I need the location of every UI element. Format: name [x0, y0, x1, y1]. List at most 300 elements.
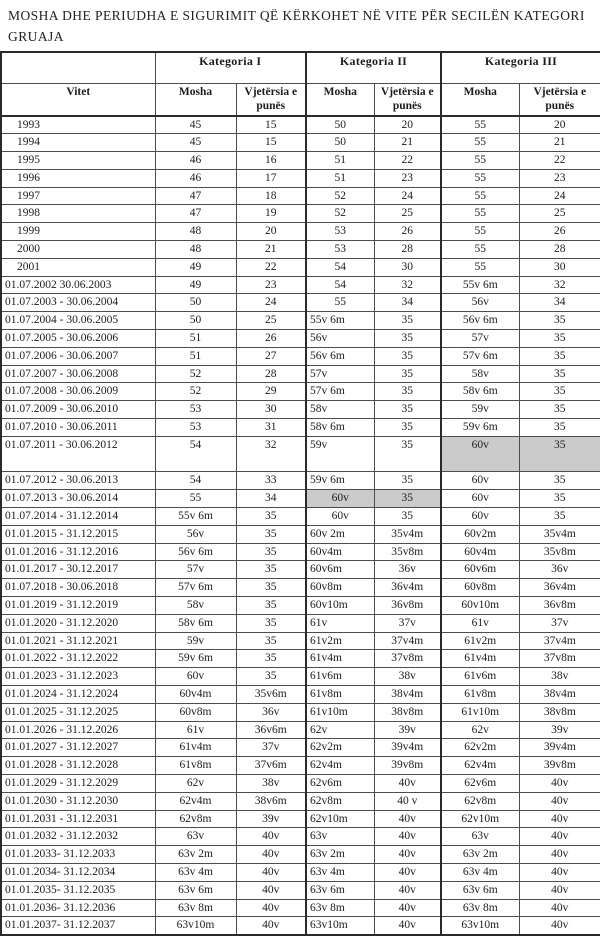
value-cell: 55v 6m — [306, 312, 374, 330]
value-cell: 53 — [155, 401, 236, 419]
value-cell: 40v — [236, 917, 306, 935]
row-label: 01.07.2006 - 30.06.2007 — [1, 347, 155, 365]
value-cell: 63v 8m — [155, 899, 236, 917]
value-cell: 61v8m — [441, 686, 519, 704]
value-cell: 60v10m — [306, 597, 374, 615]
value-cell: 37v — [519, 614, 600, 632]
value-cell: 62v4m — [155, 792, 236, 810]
value-cell: 50 — [306, 134, 374, 152]
value-cell: 35v4m — [374, 525, 441, 543]
value-cell: 35 — [374, 347, 441, 365]
value-cell: 35 — [374, 383, 441, 401]
value-cell: 61v2m — [306, 632, 374, 650]
value-cell: 35 — [374, 419, 441, 437]
row-label: 1995 — [1, 152, 155, 170]
value-cell: 25 — [236, 312, 306, 330]
value-cell: 20 — [374, 116, 441, 134]
value-cell: 35v8m — [519, 543, 600, 561]
value-cell: 35 — [236, 614, 306, 632]
value-cell: 61v8m — [306, 686, 374, 704]
value-cell: 35 — [519, 490, 600, 508]
value-cell: 63v10m — [155, 917, 236, 935]
value-cell: 35 — [374, 436, 441, 472]
value-cell: 56v — [155, 525, 236, 543]
value-cell: 50 — [155, 294, 236, 312]
value-cell: 61v — [306, 614, 374, 632]
value-cell: 63v 6m — [155, 881, 236, 899]
row-label: 01.07.2007 - 30.06.2008 — [1, 365, 155, 383]
value-cell: 53 — [306, 223, 374, 241]
table-row — [1, 757, 600, 775]
value-cell: 35 — [374, 312, 441, 330]
value-cell: 61v4m — [441, 650, 519, 668]
table-row — [1, 152, 600, 170]
value-cell: 60v — [441, 436, 519, 472]
table-row — [1, 881, 600, 899]
value-cell: 60v — [441, 490, 519, 508]
value-cell: 35v4m — [519, 525, 600, 543]
value-cell: 40v — [236, 828, 306, 846]
category-header-row — [1, 52, 600, 83]
value-cell: 63v — [306, 828, 374, 846]
value-cell: 55v 6m — [441, 276, 519, 294]
value-cell: 62v4m — [441, 757, 519, 775]
value-cell: 50 — [155, 312, 236, 330]
value-cell: 40 v — [374, 792, 441, 810]
row-label: 1998 — [1, 205, 155, 223]
table-row — [1, 721, 600, 739]
row-label: 01.07.2011 - 30.06.2012 — [1, 436, 155, 472]
subheader-row — [1, 83, 600, 116]
value-cell: 62v2m — [441, 739, 519, 757]
row-label: 01.01.2023 - 31.12.2023 — [1, 668, 155, 686]
table-row — [1, 543, 600, 561]
value-cell: 60v — [441, 472, 519, 490]
value-cell: 35 — [236, 632, 306, 650]
row-label: 01.01.2015 - 31.12.2015 — [1, 525, 155, 543]
value-cell: 63v — [155, 828, 236, 846]
value-cell: 62v6m — [306, 774, 374, 792]
value-cell: 61v6m — [441, 668, 519, 686]
value-cell: 61v2m — [441, 632, 519, 650]
value-cell: 60v6m — [441, 561, 519, 579]
value-cell: 28 — [236, 365, 306, 383]
value-cell: 60v4m — [441, 543, 519, 561]
table-row — [1, 597, 600, 615]
value-cell: 63v 4m — [306, 863, 374, 881]
value-cell: 34 — [236, 490, 306, 508]
value-cell: 60v4m — [306, 543, 374, 561]
value-cell: 61v4m — [306, 650, 374, 668]
value-cell: 60v6m — [306, 561, 374, 579]
row-label: 2001 — [1, 258, 155, 276]
row-label: 1999 — [1, 223, 155, 241]
value-cell: 24 — [236, 294, 306, 312]
value-cell: 62v8m — [441, 792, 519, 810]
value-cell: 56v — [306, 330, 374, 348]
value-cell: 56v 6m — [441, 312, 519, 330]
value-cell: 35 — [519, 472, 600, 490]
table-row — [1, 561, 600, 579]
value-cell: 52 — [306, 187, 374, 205]
row-label: 01.01.2016 - 31.12.2016 — [1, 543, 155, 561]
value-cell: 61v10m — [441, 703, 519, 721]
value-cell: 35 — [519, 365, 600, 383]
category-3-header: Kategoria III — [441, 52, 600, 83]
value-cell: 54 — [306, 276, 374, 294]
value-cell: 35 — [519, 347, 600, 365]
value-cell: 40v — [374, 810, 441, 828]
value-cell: 35v8m — [374, 543, 441, 561]
value-cell: 15 — [236, 134, 306, 152]
value-cell: 51 — [155, 330, 236, 348]
value-cell: 37v8m — [519, 650, 600, 668]
value-cell: 35 — [236, 508, 306, 526]
table-row — [1, 347, 600, 365]
value-cell: 40v — [374, 828, 441, 846]
row-label: 01.07.2018 - 30.06.2018 — [1, 579, 155, 597]
value-cell: 37v4m — [519, 632, 600, 650]
value-cell: 47 — [155, 205, 236, 223]
value-cell: 36v8m — [374, 597, 441, 615]
value-cell: 58v 6m — [306, 419, 374, 437]
value-cell: 56v — [441, 294, 519, 312]
value-cell: 55 — [441, 223, 519, 241]
value-cell: 59v 6m — [306, 472, 374, 490]
row-label: 1994 — [1, 134, 155, 152]
value-cell: 37v8m — [374, 650, 441, 668]
table-row — [1, 205, 600, 223]
value-cell: 35 — [374, 490, 441, 508]
value-cell: 35 — [374, 401, 441, 419]
value-cell: 55 — [155, 490, 236, 508]
value-cell: 63v 6m — [306, 881, 374, 899]
row-label: 1997 — [1, 187, 155, 205]
value-cell: 57v — [155, 561, 236, 579]
value-cell: 35 — [519, 419, 600, 437]
value-cell: 35 — [374, 330, 441, 348]
mosha-header-cat1: Mosha — [155, 83, 236, 116]
row-label: 01.01.2036- 31.12.2036 — [1, 899, 155, 917]
value-cell: 62v8m — [306, 792, 374, 810]
value-cell: 49 — [155, 276, 236, 294]
value-cell: 57v — [306, 365, 374, 383]
value-cell: 36v8m — [519, 597, 600, 615]
value-cell: 48 — [155, 241, 236, 259]
row-label: 01.07.2008 - 30.06.2009 — [1, 383, 155, 401]
value-cell: 39v — [236, 810, 306, 828]
value-cell: 63v10m — [441, 917, 519, 935]
value-cell: 35 — [519, 508, 600, 526]
empty-corner-cell — [1, 52, 155, 83]
value-cell: 62v — [155, 774, 236, 792]
row-label: 01.01.2027 - 31.12.2027 — [1, 739, 155, 757]
value-cell: 59v — [441, 401, 519, 419]
value-cell: 35v6m — [236, 686, 306, 704]
value-cell: 38v — [236, 774, 306, 792]
value-cell: 57v 6m — [441, 347, 519, 365]
value-cell: 23 — [236, 276, 306, 294]
value-cell: 61v4m — [155, 739, 236, 757]
table-row — [1, 330, 600, 348]
table-row — [1, 419, 600, 437]
value-cell: 17 — [236, 169, 306, 187]
value-cell: 40v — [374, 846, 441, 864]
value-cell: 46 — [155, 152, 236, 170]
value-cell: 54 — [155, 436, 236, 472]
value-cell: 55 — [441, 116, 519, 134]
value-cell: 60v — [441, 508, 519, 526]
value-cell: 50 — [306, 116, 374, 134]
value-cell: 23 — [374, 169, 441, 187]
table-row — [1, 846, 600, 864]
value-cell: 35 — [374, 508, 441, 526]
table-row — [1, 828, 600, 846]
table-row — [1, 187, 600, 205]
value-cell: 62v — [306, 721, 374, 739]
value-cell: 16 — [236, 152, 306, 170]
row-label: 01.01.2035- 31.12.2035 — [1, 881, 155, 899]
row-label: 01.07.2012 - 30.06.2013 — [1, 472, 155, 490]
table-row — [1, 810, 600, 828]
value-cell: 60v8m — [155, 703, 236, 721]
value-cell: 63v 4m — [155, 863, 236, 881]
value-cell: 60v2m — [441, 525, 519, 543]
value-cell: 39v — [519, 721, 600, 739]
value-cell: 53 — [306, 241, 374, 259]
row-label: 01.01.2032 - 31.12.2032 — [1, 828, 155, 846]
row-label: 01.01.2033- 31.12.2033 — [1, 846, 155, 864]
table-row — [1, 472, 600, 490]
value-cell: 59v 6m — [155, 650, 236, 668]
value-cell: 46 — [155, 169, 236, 187]
table-row — [1, 686, 600, 704]
value-cell: 58v — [306, 401, 374, 419]
value-cell: 59v 6m — [441, 419, 519, 437]
row-label: 01.01.2025 - 31.12.2025 — [1, 703, 155, 721]
value-cell: 36v4m — [519, 579, 600, 597]
value-cell: 61v — [441, 614, 519, 632]
value-cell: 58v 6m — [155, 614, 236, 632]
value-cell: 55 — [306, 294, 374, 312]
value-cell: 63v 2m — [441, 846, 519, 864]
table-row — [1, 383, 600, 401]
row-label: 01.01.2034- 31.12.2034 — [1, 863, 155, 881]
value-cell: 25 — [374, 205, 441, 223]
value-cell: 63v 2m — [155, 846, 236, 864]
value-cell: 59v — [306, 436, 374, 472]
value-cell: 62v8m — [155, 810, 236, 828]
value-cell: 21 — [374, 134, 441, 152]
value-cell: 58v — [155, 597, 236, 615]
value-cell: 19 — [236, 205, 306, 223]
value-cell: 39v4m — [374, 739, 441, 757]
value-cell: 40v — [374, 881, 441, 899]
row-label: 01.01.2030 - 31.12.2030 — [1, 792, 155, 810]
value-cell: 36v6m — [236, 721, 306, 739]
value-cell: 30 — [374, 258, 441, 276]
row-label: 01.01.2031 - 31.12.2031 — [1, 810, 155, 828]
table-row — [1, 703, 600, 721]
row-label: 01.01.2019 - 31.12.2019 — [1, 597, 155, 615]
value-cell: 24 — [519, 187, 600, 205]
value-cell: 40v — [519, 917, 600, 935]
table-row — [1, 258, 600, 276]
value-cell: 36v4m — [374, 579, 441, 597]
value-cell: 61v8m — [155, 757, 236, 775]
value-cell: 39v — [374, 721, 441, 739]
value-cell: 22 — [236, 258, 306, 276]
pension-table — [0, 51, 600, 936]
value-cell: 51 — [155, 347, 236, 365]
value-cell: 31 — [236, 419, 306, 437]
value-cell: 28 — [519, 241, 600, 259]
value-cell: 62v6m — [441, 774, 519, 792]
value-cell: 35 — [236, 650, 306, 668]
value-cell: 56v 6m — [155, 543, 236, 561]
value-cell: 55 — [441, 187, 519, 205]
table-row — [1, 508, 600, 526]
table-row — [1, 632, 600, 650]
table-row — [1, 863, 600, 881]
value-cell: 51 — [306, 169, 374, 187]
value-cell: 36v — [236, 703, 306, 721]
table-row — [1, 312, 600, 330]
row-label: 1996 — [1, 169, 155, 187]
value-cell: 48 — [155, 223, 236, 241]
value-cell: 62v2m — [306, 739, 374, 757]
value-cell: 40v — [374, 774, 441, 792]
value-cell: 23 — [519, 169, 600, 187]
value-cell: 26 — [519, 223, 600, 241]
value-cell: 35 — [519, 312, 600, 330]
value-cell: 60v 2m — [306, 525, 374, 543]
value-cell: 30 — [519, 258, 600, 276]
value-cell: 21 — [236, 241, 306, 259]
table-row — [1, 899, 600, 917]
value-cell: 20 — [236, 223, 306, 241]
value-cell: 61v6m — [306, 668, 374, 686]
value-cell: 25 — [519, 205, 600, 223]
table-row — [1, 365, 600, 383]
value-cell: 63v10m — [306, 917, 374, 935]
value-cell: 61v — [155, 721, 236, 739]
value-cell: 32 — [236, 436, 306, 472]
row-label: 1993 — [1, 116, 155, 134]
vjetersia-header-cat1: Vjetërsia e punës — [236, 83, 306, 116]
category-2-header: Kategoria II — [306, 52, 441, 83]
table-row — [1, 668, 600, 686]
value-cell: 54 — [306, 258, 374, 276]
value-cell: 35 — [519, 383, 600, 401]
vjetersia-header-cat3: Vjetërsia e punës — [519, 83, 600, 116]
mosha-header-cat3: Mosha — [441, 83, 519, 116]
value-cell: 40v — [236, 846, 306, 864]
value-cell: 38v — [519, 668, 600, 686]
row-label: 01.07.2003 - 30.06.2004 — [1, 294, 155, 312]
vjetersia-header-cat2: Vjetërsia e punës — [374, 83, 441, 116]
value-cell: 40v — [374, 899, 441, 917]
table-row — [1, 294, 600, 312]
value-cell: 35 — [236, 561, 306, 579]
value-cell: 62v — [441, 721, 519, 739]
value-cell: 40v — [374, 917, 441, 935]
value-cell: 47 — [155, 187, 236, 205]
value-cell: 63v 8m — [306, 899, 374, 917]
table-row — [1, 525, 600, 543]
row-label: 01.07.2010 - 30.06.2011 — [1, 419, 155, 437]
value-cell: 35 — [519, 436, 600, 472]
row-label: 01.07.2004 - 30.06.2005 — [1, 312, 155, 330]
value-cell: 56v 6m — [306, 347, 374, 365]
value-cell: 55 — [441, 169, 519, 187]
vitet-header: Vitet — [1, 83, 155, 116]
row-label: 01.01.2024 - 31.12.2024 — [1, 686, 155, 704]
table-row — [1, 436, 600, 472]
table-row — [1, 650, 600, 668]
value-cell: 40v — [236, 863, 306, 881]
value-cell: 40v — [236, 881, 306, 899]
value-cell: 60v — [306, 490, 374, 508]
row-label: 01.01.2017 - 30.12.2017 — [1, 561, 155, 579]
value-cell: 58v 6m — [441, 383, 519, 401]
value-cell: 45 — [155, 134, 236, 152]
value-cell: 34 — [519, 294, 600, 312]
value-cell: 60v10m — [441, 597, 519, 615]
table-row — [1, 276, 600, 294]
value-cell: 63v — [441, 828, 519, 846]
value-cell: 49 — [155, 258, 236, 276]
value-cell: 28 — [374, 241, 441, 259]
value-cell: 62v10m — [441, 810, 519, 828]
value-cell: 35 — [374, 365, 441, 383]
value-cell: 57v 6m — [155, 579, 236, 597]
value-cell: 40v — [519, 846, 600, 864]
value-cell: 40v — [519, 863, 600, 881]
table-row — [1, 579, 600, 597]
table-body — [1, 116, 600, 935]
value-cell: 63v 8m — [441, 899, 519, 917]
page-title-line2: GRUAJA — [8, 29, 64, 44]
value-cell: 26 — [374, 223, 441, 241]
table-row — [1, 401, 600, 419]
value-cell: 60v — [306, 508, 374, 526]
value-cell: 40v — [519, 881, 600, 899]
value-cell: 35 — [519, 401, 600, 419]
value-cell: 27 — [236, 347, 306, 365]
row-label: 01.07.2013 - 30.06.2014 — [1, 490, 155, 508]
value-cell: 35 — [236, 543, 306, 561]
value-cell: 55 — [441, 134, 519, 152]
value-cell: 40v — [519, 810, 600, 828]
value-cell: 39v4m — [519, 739, 600, 757]
table-row — [1, 241, 600, 259]
value-cell: 35 — [374, 472, 441, 490]
value-cell: 37v — [374, 614, 441, 632]
value-cell: 38v8m — [519, 703, 600, 721]
value-cell: 38v — [374, 668, 441, 686]
value-cell: 55 — [441, 258, 519, 276]
value-cell: 63v 6m — [441, 881, 519, 899]
table-header — [1, 52, 600, 116]
table-row — [1, 490, 600, 508]
value-cell: 57v — [441, 330, 519, 348]
row-label: 2000 — [1, 241, 155, 259]
value-cell: 63v 2m — [306, 846, 374, 864]
page-title — [0, 0, 600, 47]
row-label: 01.07.2014 - 31.12.2014 — [1, 508, 155, 526]
row-label: 01.01.2028 - 31.12.2028 — [1, 757, 155, 775]
